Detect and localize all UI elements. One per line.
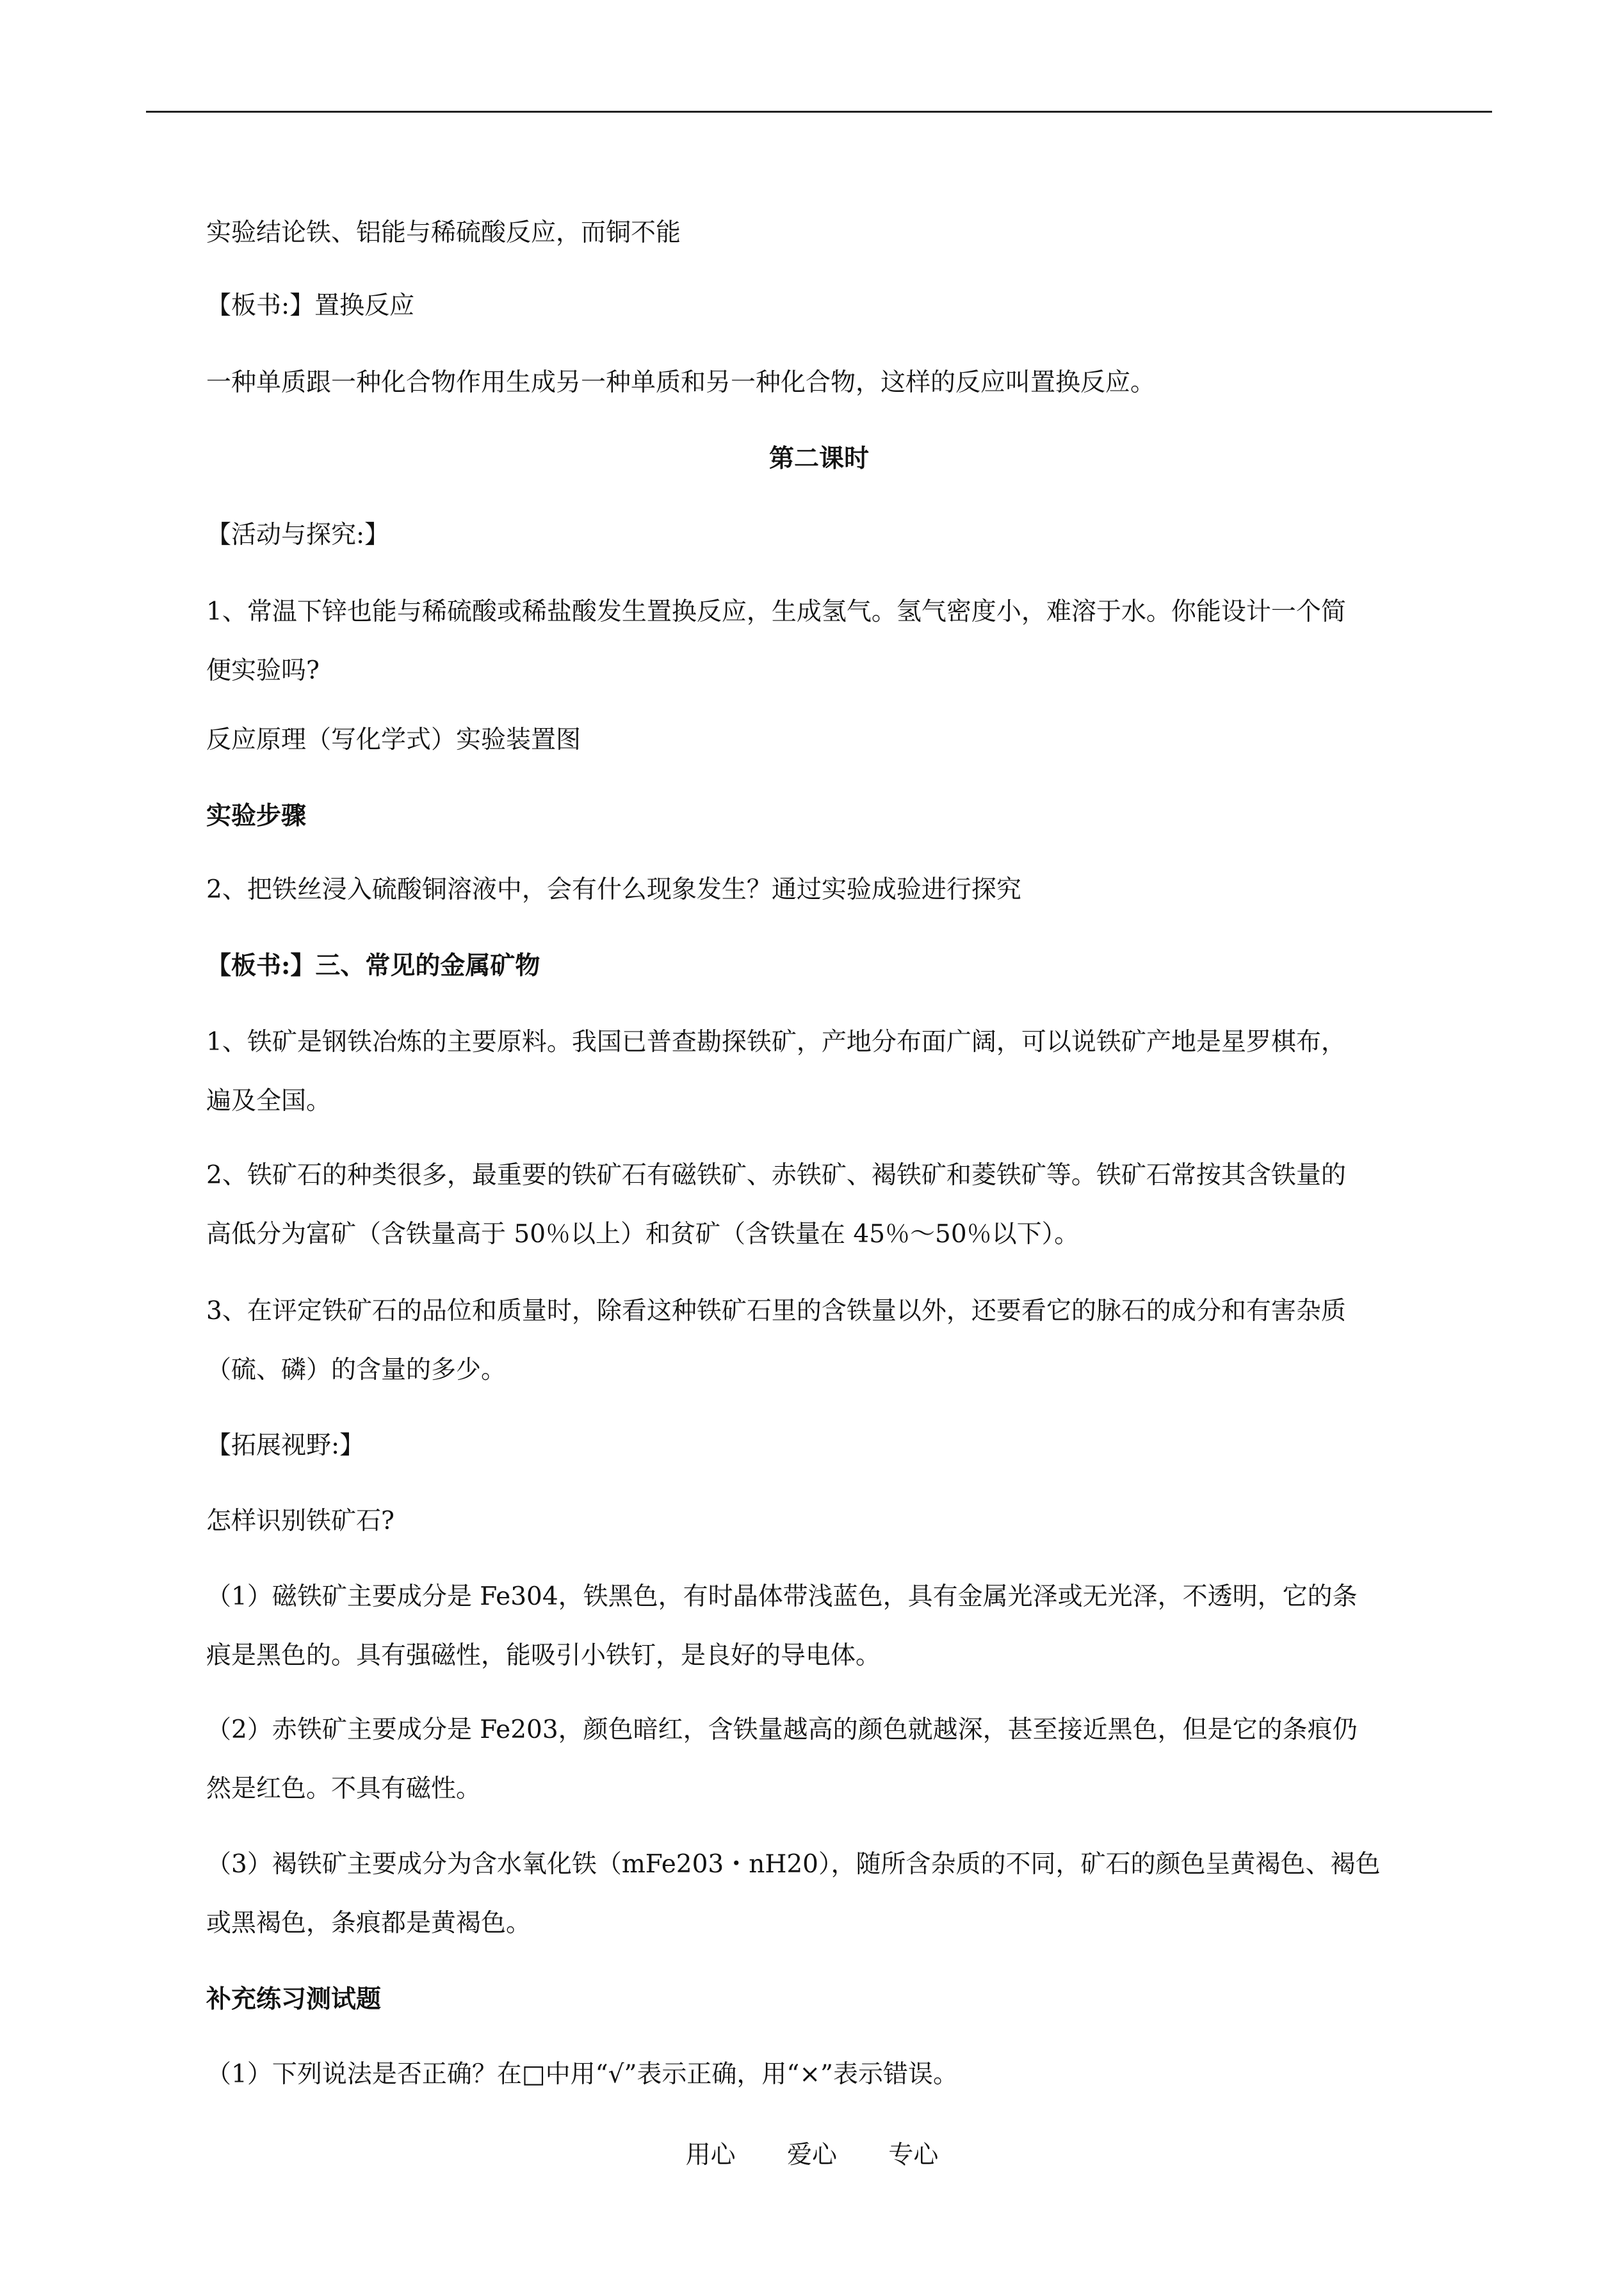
- mineral-item-1-line1: 1、铁矿是钢铁冶炼的主要原料。我国已普查勘探铁矿，产地分布面广阔，可以说铁矿产地是星罗棋布，: [206, 1028, 1346, 1057]
- magnetite-line2: 痕是黑色的。具有强磁性，能吸引小铁钉，是良好的导电体。: [206, 1641, 881, 1670]
- activity-heading: 【活动与探究:】: [206, 521, 390, 549]
- principle-text: 反应原理（写化学式）实验装置图: [206, 726, 581, 754]
- hematite-line1: （2）赤铁矿主要成分是 Fe203，颜色暗红，含铁量越高的颜色就越深，甚至接近黑色，但是它的条痕仍: [206, 1715, 1358, 1744]
- footer-right: 专心: [888, 2141, 939, 2169]
- header-rule: [146, 111, 1492, 113]
- board-note-minerals: 【板书:】三、常见的金属矿物: [206, 951, 540, 980]
- footer-middle: 爱心: [786, 2141, 837, 2169]
- mineral-item-2-line1: 2、铁矿石的种类很多，最重要的铁矿石有磁铁矿、赤铁矿、褐铁矿和菱铁矿等。铁矿石常按其含铁量的: [206, 1161, 1346, 1190]
- activity-item-2: 2、把铁丝浸入硫酸铜溶液中，会有什么现象发生？通过实验成验进行探究: [206, 875, 1021, 904]
- identify-question: 怎样识别铁矿石?: [206, 1507, 394, 1536]
- definition-text: 一种单质跟一种化合物作用生成另一种单质和另一种化合物，这样的反应叫置换反应。: [206, 368, 1156, 397]
- extended-view-heading: 【拓展视野:】: [206, 1431, 365, 1460]
- limonite-line2: 或黑褐色，条痕都是黄褐色。: [206, 1909, 532, 1938]
- exercise-heading: 补充练习测试题: [206, 1984, 382, 2014]
- exercise-item-1: （1）下列说法是否正确？在□中用“√”表示正确，用“×”表示错误。: [206, 2060, 958, 2089]
- footer-left: 用心: [685, 2141, 736, 2169]
- steps-heading: 实验步骤: [206, 801, 307, 831]
- limonite-line1: （3）褐铁矿主要成分为含水氧化铁（mFe203・nH20），随所含杂质的不同，矿石的颜色呈黄褐色、褐色: [206, 1850, 1381, 1879]
- mineral-item-3-line2: （硫、磷）的含量的多少。: [206, 1356, 507, 1384]
- conclusion-text: 实验结论铁、铝能与稀硫酸反应，而铜不能: [206, 218, 681, 247]
- activity-item-1-line2: 便实验吗?: [206, 656, 320, 685]
- mineral-item-2-line2: 高低分为富矿（含铁量高于 50％以上）和贫矿（含铁量在 45％～50％以下）。: [206, 1220, 1080, 1249]
- hematite-line2: 然是红色。不具有磁性。: [206, 1774, 482, 1803]
- mineral-item-3-line1: 3、在评定铁矿石的品位和质量时，除看这种铁矿石里的含铁量以外，还要看它的脉石的成分和有害杂质: [206, 1297, 1346, 1326]
- magnetite-line1: （1）磁铁矿主要成分是 Fe304，铁黑色，有时晶体带浅蓝色，具有金属光泽或无光泽，不透明，它的条: [206, 1582, 1358, 1611]
- section-title: 第二课时: [768, 444, 869, 473]
- mineral-item-1-line2: 遍及全国。: [206, 1087, 332, 1115]
- footer: [0, 2136, 1624, 2175]
- board-note-displacement: 【板书:】置换反应: [206, 291, 415, 320]
- activity-item-1-line1: 1、常温下锌也能与稀硫酸或稀盐酸发生置换反应，生成氢气。氢气密度小，难溶于水。你能设计一个简: [206, 597, 1346, 626]
